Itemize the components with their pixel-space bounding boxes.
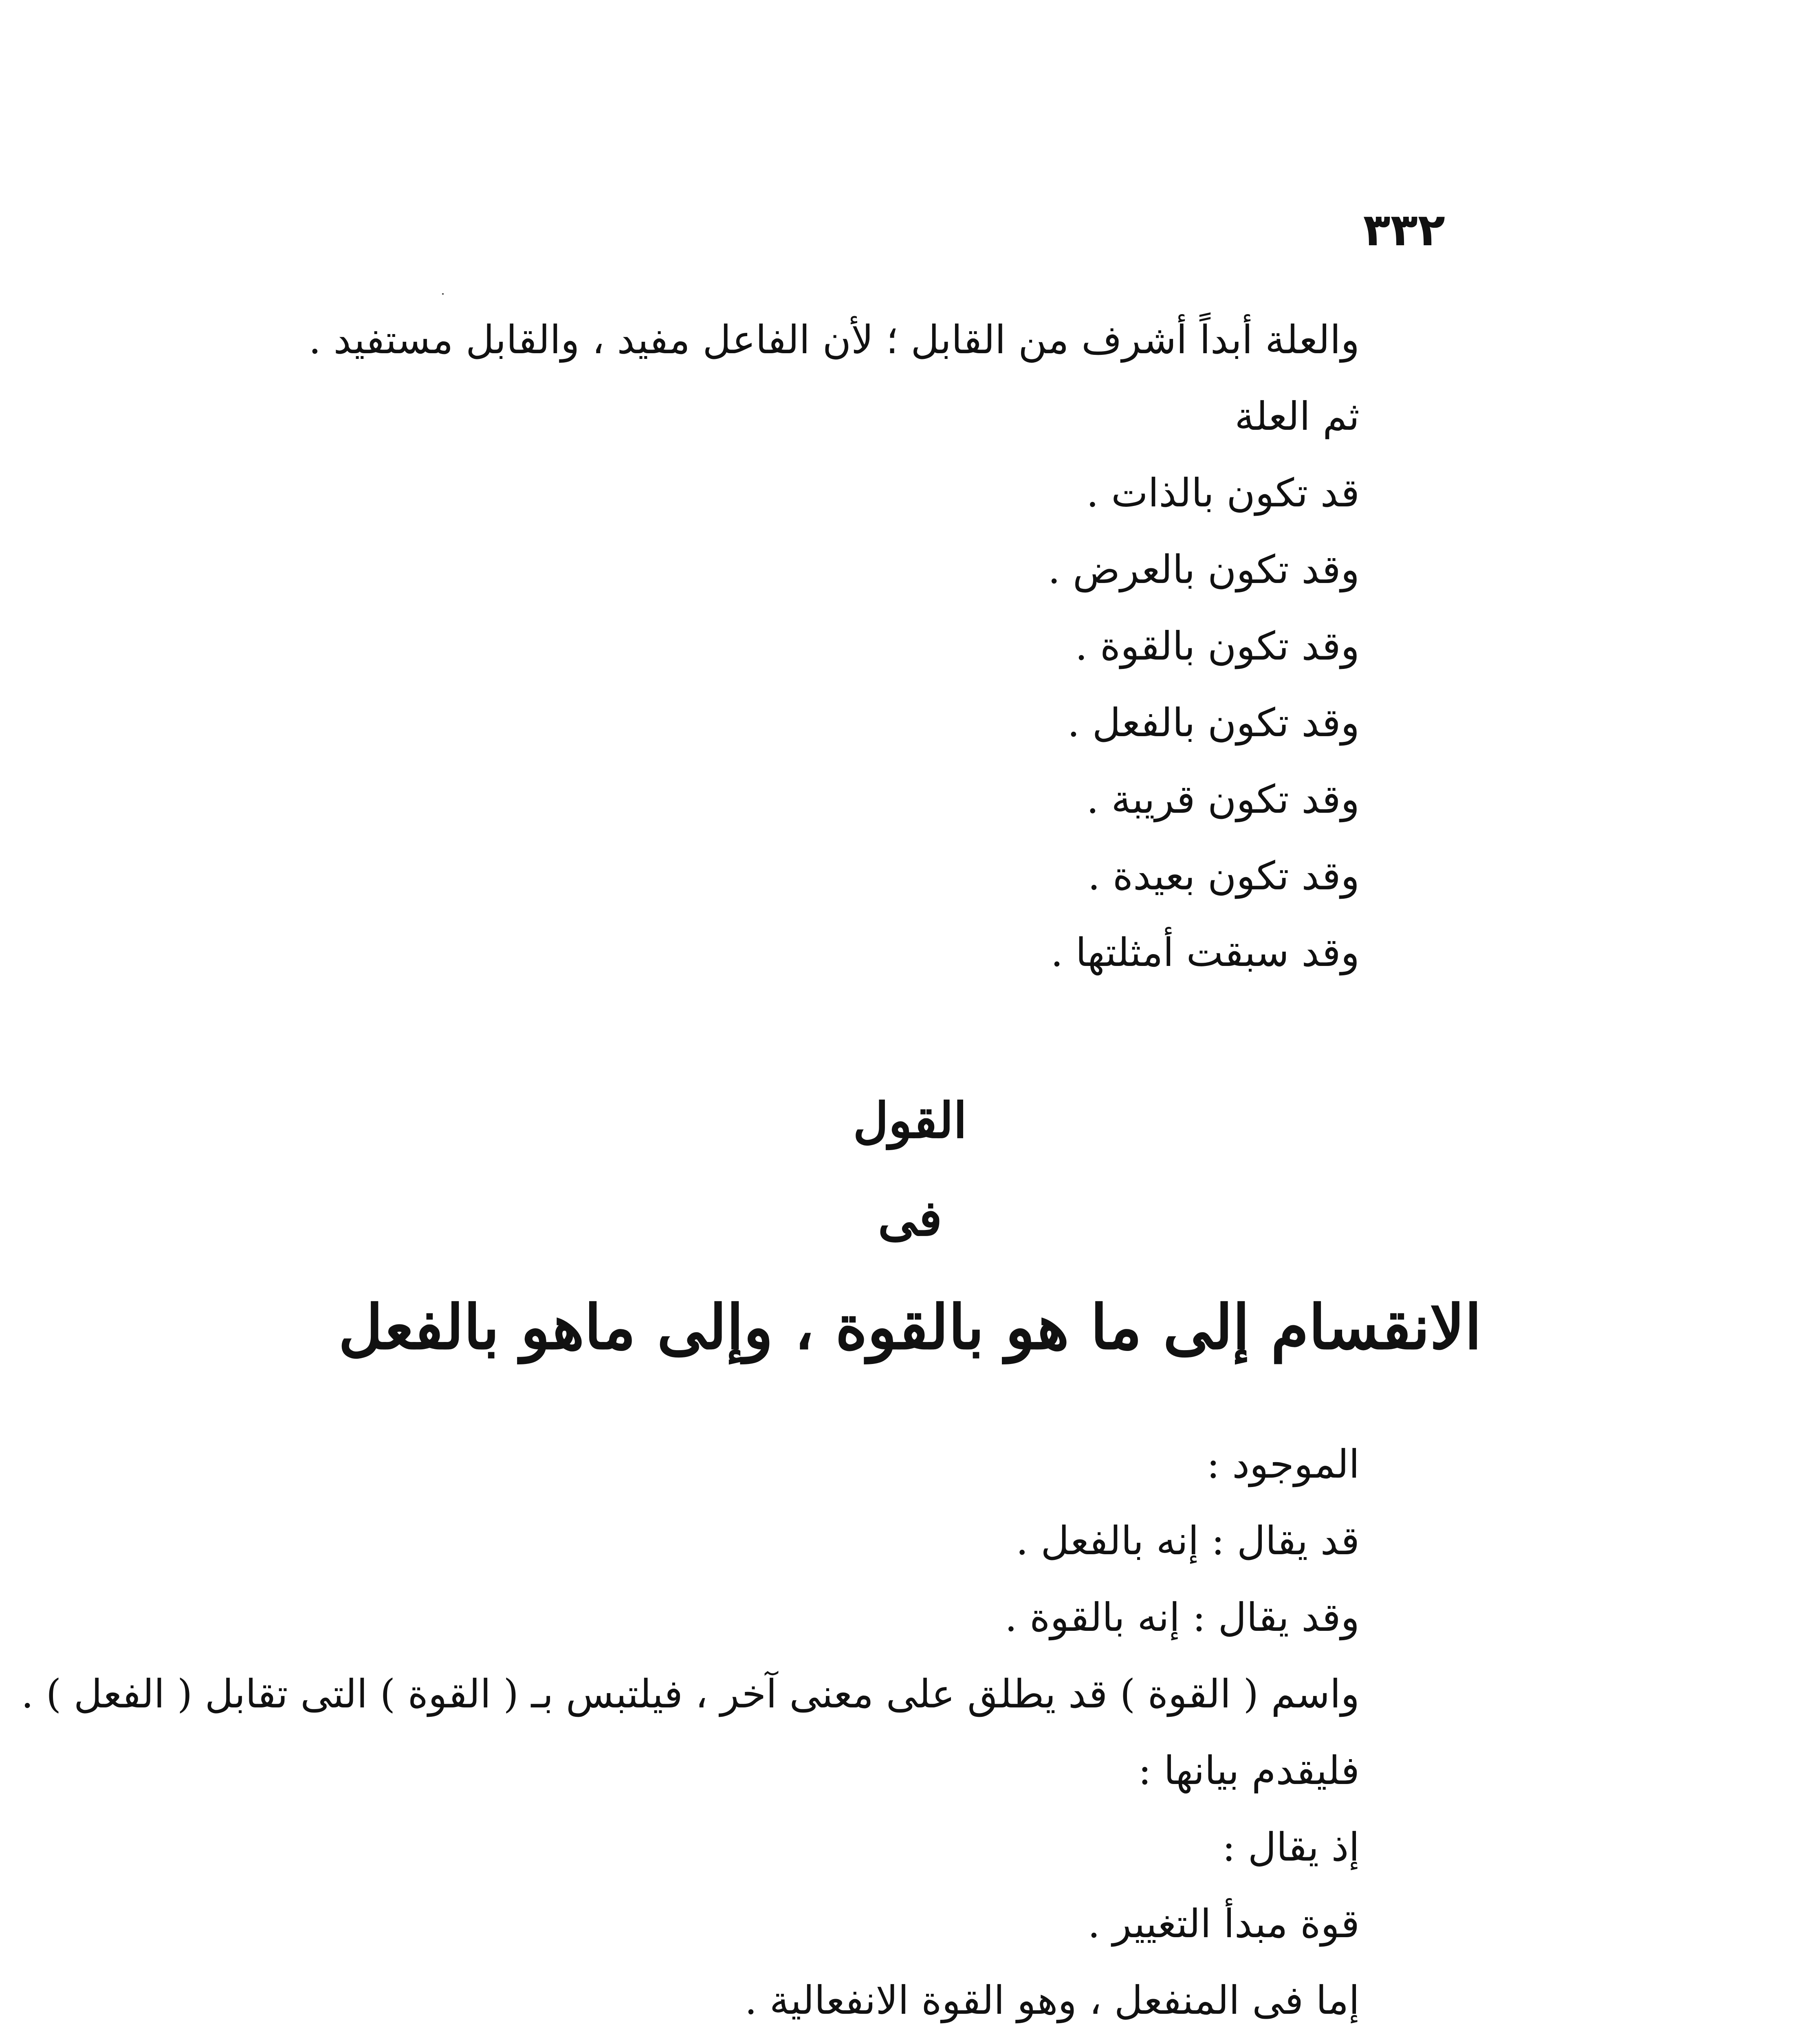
text-line: قد تكون بالذات .: [1086, 470, 1360, 516]
section-heading-title: الانقسام إلى ما هو بالقوة ، وإلى ماهو بالفعل: [338, 1291, 1482, 1363]
section-heading-line-1: القول: [853, 1092, 967, 1149]
text-line: والعلة أبداً أشرف من القابل ؛ لأن الفاعل مفيد ، والقابل مستفيد .: [308, 317, 1360, 363]
text-line: إذ يقال :: [1222, 1824, 1360, 1870]
text-line: قد يقال : إنه بالفعل .: [1016, 1518, 1360, 1564]
text-line: فليقدم بيانها :: [1138, 1748, 1360, 1793]
text-line: وقد تكون بالقوة .: [1075, 623, 1360, 669]
text-line: وقد تكون بالعرض .: [1048, 547, 1360, 592]
bottom-text-block: [21, 1426, 1360, 2037]
text-line: ثم العلة: [1235, 394, 1360, 439]
text-line: وقد يقال : إنه بالقوة .: [1005, 1595, 1360, 1640]
text-line: وقد تكون بالفعل .: [1067, 700, 1360, 746]
print-speck: [442, 293, 444, 295]
text-line: قوة مبدأ التغيير .: [1087, 1901, 1360, 1947]
text-line: وقد تكون قريبة .: [1086, 777, 1360, 822]
text-line: إما فى المنفعل ، وهو القوة الانفعالية .: [744, 1978, 1360, 2023]
text-line: واسم ( القوة ) قد يطلق على معنى آخر ، فيلتبس بـ ( القوة ) التى تقابل ( الفعل ) .: [21, 1671, 1360, 1717]
text-line: الموجود :: [1206, 1441, 1360, 1487]
section-heading-line-2: فى: [878, 1190, 942, 1247]
top-text-block: [308, 301, 1360, 991]
page-number: ٣٣٢: [1363, 204, 1445, 256]
text-line: وقد تكون بعيدة .: [1087, 853, 1360, 899]
text-line: وقد سبقت أمثلتها .: [1050, 930, 1360, 975]
